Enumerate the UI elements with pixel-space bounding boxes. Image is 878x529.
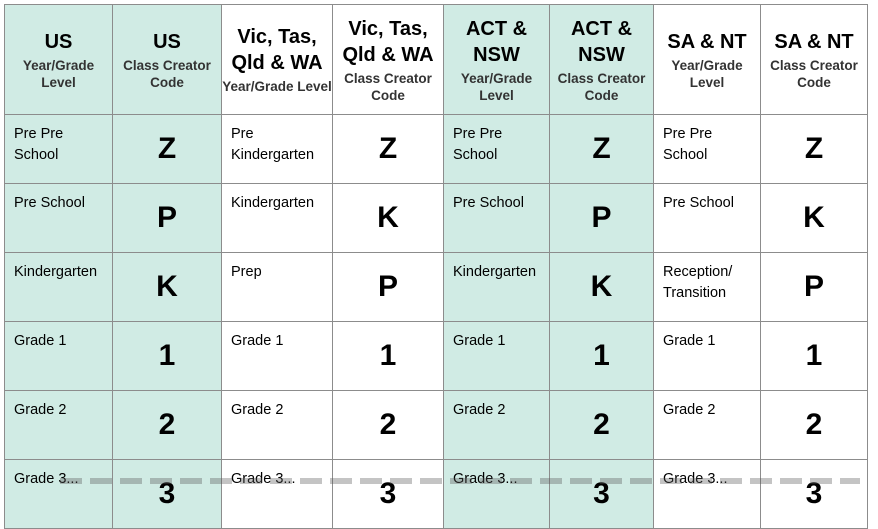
us-level-cell: Pre School <box>5 184 113 253</box>
us-level-cell: Grade 2 <box>5 391 113 460</box>
header-row <box>5 5 868 115</box>
sa-code-cell: K <box>761 184 868 253</box>
us-code-cell: P <box>113 184 222 253</box>
vic-level-cell: Kindergarten <box>222 184 333 253</box>
table-row <box>5 391 868 460</box>
act-level-cell: Grade 1 <box>444 322 550 391</box>
vic-code-cell: 3 <box>333 460 444 529</box>
grade-level-code-table <box>4 4 868 529</box>
header-subtitle: Year/Grade Level <box>460 70 533 103</box>
us-level-cell: Pre Pre School <box>5 115 113 184</box>
header-subtitle: Year/Grade Level <box>671 57 743 90</box>
table-row <box>5 115 868 184</box>
act-code-cell: K <box>550 253 654 322</box>
header-subtitle: Year/Grade Level <box>222 79 332 94</box>
header-title: ACT & NSW <box>465 17 528 66</box>
header-subtitle: Year/Grade Level <box>22 57 95 90</box>
act-level-cell: Pre Pre School <box>444 115 550 184</box>
header-sa-code <box>761 5 868 115</box>
sa-code-cell: 3 <box>761 460 868 529</box>
header-title: US <box>44 30 73 53</box>
sa-level-cell: Pre School <box>654 184 761 253</box>
us-code-cell: Z <box>113 115 222 184</box>
sa-level-cell: Pre Pre School <box>654 115 761 184</box>
vic-code-cell: 1 <box>333 322 444 391</box>
header-title: US <box>153 30 181 53</box>
act-level-cell: Kindergarten <box>444 253 550 322</box>
sa-level-cell: Grade 1 <box>654 322 761 391</box>
act-code-cell: Z <box>550 115 654 184</box>
sa-code-cell: Z <box>761 115 868 184</box>
header-title: Vic, Tas, Qld & WA <box>231 26 323 74</box>
table-row <box>5 322 868 391</box>
header-title: SA & NT <box>774 30 854 53</box>
vic-code-cell: P <box>333 253 444 322</box>
us-level-cell: Grade 3... <box>5 460 113 529</box>
sa-level-cell: Reception/ Transition <box>654 253 761 322</box>
sa-code-cell: 1 <box>761 322 868 391</box>
header-subtitle: Class Creator Code <box>770 57 858 90</box>
act-code-cell: P <box>550 184 654 253</box>
us-code-cell: 3 <box>113 460 222 529</box>
vic-level-cell: Prep <box>222 253 333 322</box>
act-code-cell: 3 <box>550 460 654 529</box>
header-title: ACT & NSW <box>570 17 633 66</box>
header-sa-level <box>654 5 761 115</box>
us-level-cell: Grade 1 <box>5 322 113 391</box>
header-us-level <box>5 5 113 115</box>
vic-level-cell: Grade 3... <box>222 460 333 529</box>
table-row <box>5 253 868 322</box>
vic-level-cell: Pre Kindergarten <box>222 115 333 184</box>
sa-code-cell: P <box>761 253 868 322</box>
header-vic-code <box>333 5 444 115</box>
header-vic-level <box>222 5 333 115</box>
header-title: SA & NT <box>667 30 747 53</box>
table-row <box>5 184 868 253</box>
sa-level-cell: Grade 2 <box>654 391 761 460</box>
act-code-cell: 1 <box>550 322 654 391</box>
act-code-cell: 2 <box>550 391 654 460</box>
header-subtitle: Class Creator Code <box>123 57 211 90</box>
vic-level-cell: Grade 2 <box>222 391 333 460</box>
us-level-cell: Kindergarten <box>5 253 113 322</box>
act-level-cell: Pre School <box>444 184 550 253</box>
header-act-code <box>550 5 654 115</box>
act-level-cell: Grade 2 <box>444 391 550 460</box>
vic-code-cell: Z <box>333 115 444 184</box>
us-code-cell: K <box>113 253 222 322</box>
vic-level-cell: Grade 1 <box>222 322 333 391</box>
table-row <box>5 460 868 529</box>
header-subtitle: Class Creator Code <box>344 70 432 103</box>
header-subtitle: Class Creator Code <box>557 70 646 103</box>
header-us-code <box>113 5 222 115</box>
us-code-cell: 2 <box>113 391 222 460</box>
vic-code-cell: 2 <box>333 391 444 460</box>
act-level-cell: Grade 3... <box>444 460 550 529</box>
us-code-cell: 1 <box>113 322 222 391</box>
sa-level-cell: Grade 3... <box>654 460 761 529</box>
vic-code-cell: K <box>333 184 444 253</box>
sa-code-cell: 2 <box>761 391 868 460</box>
cropped-footer-text <box>60 478 860 484</box>
header-title: Vic, Tas, Qld & WA <box>342 17 434 66</box>
header-act-level <box>444 5 550 115</box>
